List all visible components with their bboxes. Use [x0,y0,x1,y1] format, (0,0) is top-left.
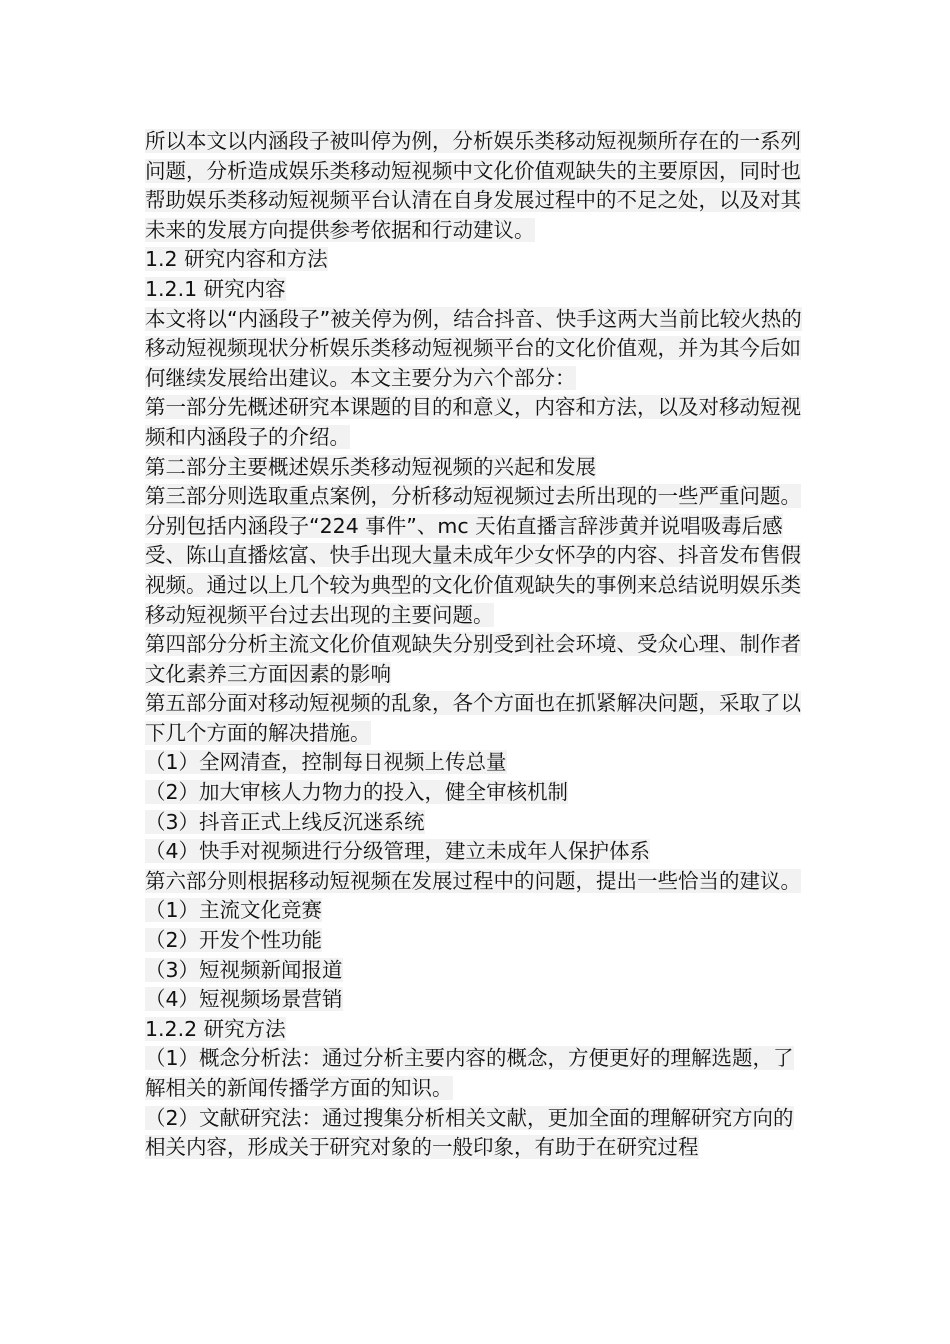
list-item-method-2: （2）文献研究法：通过搜集分析相关文献，更加全面的理解研究方向的相关内容，形成关于研究对象的一般印象，有助于在研究过程 [145,1105,794,1160]
paragraph-part-five: 第五部分面对移动短视频的乱象，各个方面也在抓紧解决问题，采取了以下几个方面的解决措施。 [145,691,801,745]
list-item-method-1: （1）概念分析法：通过分析主要内容的概念，方便更好的理解选题，了解相关的新闻传播学方面的知识。 [145,1046,794,1100]
list-item-suggestion-3: （3）短视频新闻报道 [145,957,343,982]
list-item-measure-1: （1）全网清查，控制每日视频上传总量 [145,750,507,775]
subsection-heading-1-2-2: 1.2.2 研究方法 [145,1016,286,1041]
paragraph-part-four: 第四部分分析主流文化价值观缺失分别受到社会环境、受众心理、制作者文化素养三方面因素的影响 [145,632,801,686]
paragraph-part-three: 第三部分则选取重点案例，分析移动短视频过去所出现的一些严重问题。分别包括内涵段子“224 事件”、mc 天佑直播言辞涉黄并说唱吸毒后感受、陈山直播炫富、快手出现大量未成年少女怀孕的内容、抖音发布售假视频。通过以上几个较为典型的文化价值观缺失的事例来总结说明娱乐类移动短视频平台过去出现的主要问题。 [145,484,801,627]
paragraph-intro-conclusion: 所以本文以内涵段子被叫停为例，分析娱乐类移动短视频所存在的一系列问题，分析造成娱乐类移动短视频中文化价值观缺失的主要原因，同时也帮助娱乐类移动短视频平台认清在自身发展过程中的不足之处，以及对其未来的发展方向提供参考依据和行动建议。 [145,129,801,242]
document-body [145,127,805,1163]
paragraph-part-two: 第二部分主要概述娱乐类移动短视频的兴起和发展 [145,454,596,479]
section-heading-1-2: 1.2 研究内容和方法 [145,247,328,272]
list-item-measure-2: （2）加大审核人力物力的投入，健全审核机制 [145,780,569,805]
list-item-suggestion-4: （4）短视频场景营销 [145,987,343,1012]
list-item-suggestion-1: （1）主流文化竞赛 [145,898,323,923]
subsection-heading-1-2-1: 1.2.1 研究内容 [145,276,286,301]
paragraph-research-content: 本文将以“内涵段子”被关停为例，结合抖音、快手这两大当前比较火热的移动短视频现状分析娱乐类移动短视频平台的文化价值观，并为其今后如何继续发展给出建议。本文主要分为六个部分： [145,306,802,390]
list-item-measure-3: （3）抖音正式上线反沉迷系统 [145,809,425,834]
paragraph-part-one: 第一部分先概述研究本课题的目的和意义，内容和方法，以及对移动短视频和内涵段子的介绍。 [145,395,801,449]
list-item-measure-4: （4）快手对视频进行分级管理，建立未成年人保护体系 [145,839,651,864]
list-item-suggestion-2: （2）开发个性功能 [145,928,323,953]
paragraph-part-six: 第六部分则根据移动短视频在发展过程中的问题，提出一些恰当的建议。 [145,868,801,893]
